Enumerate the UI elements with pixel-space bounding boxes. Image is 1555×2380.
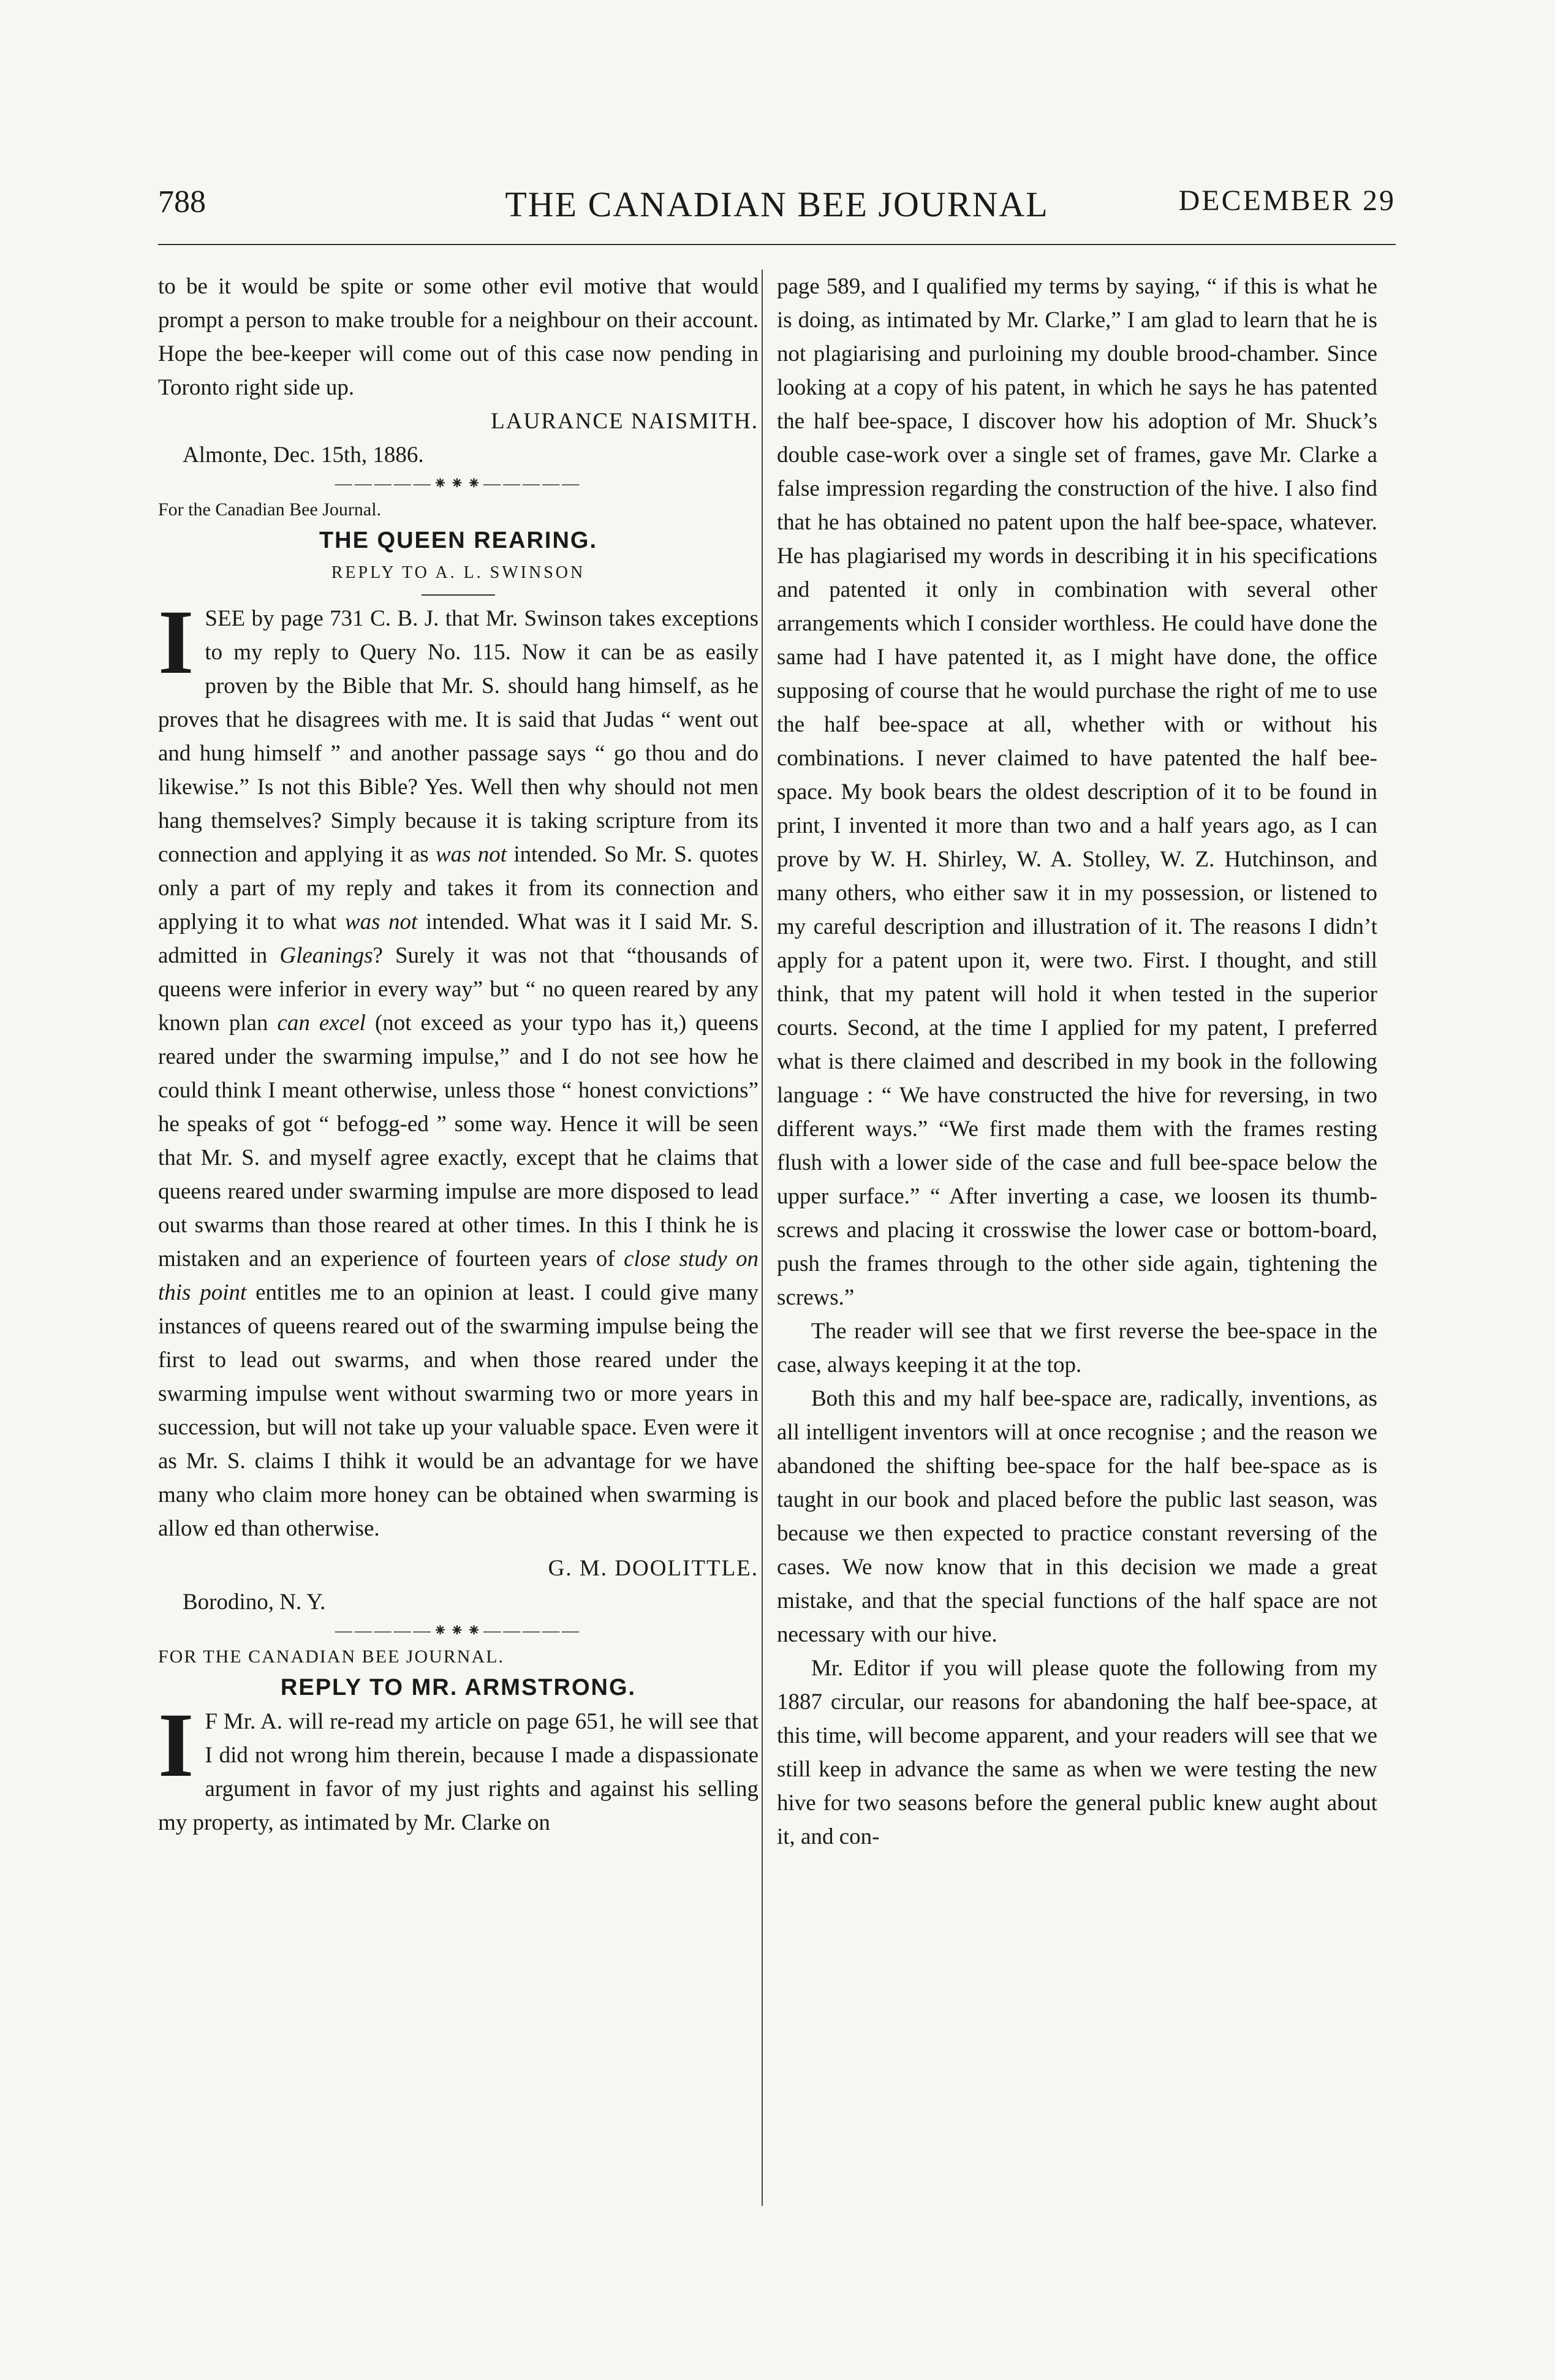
source-line: For the Canadian Bee Journal.	[158, 499, 382, 520]
drop-cap: I	[158, 1694, 194, 1796]
body-paragraph: page 589, and I qualified my terms by saying, “ if this is what he is doing, as intimated by Mr. Clarke,” I am glad to learn that he is not plagiarising and purloining my double brood-chamber. Since looking at a copy of his patent, in which he says he has patented the half bee-space, I discover how his adoption of Mr. Shuck’s double case-work over a single set of frames, gave Mr. Clarke a false impression regarding the construction of the hive. I also find that he has obtained no patent upon the half bee-space, whatever. He has plagiarised my words in describing it in his specifications and patented it only in combination with several other arrangements which I consider worthless. He could have done the same had I have patented it, as I might have done, the office supposing of course that he would purchase the right of me to use the half bee-space at all, whether with or without his combinations. I never claimed to have patented the half bee-space. My book bears the oldest description of it to be found in print, I invented it more than two and a half years ago, as I can prove by W. H. Shirley, W. A. Stolley, W. Z. Hutchinson, and many others, who either saw it in my possession, or listened to my careful description and illustration of it. The reasons I didn’t apply for a patent upon it, were two. First. I thought, and still think, that my patent will hold it when tested in the superior courts. Second, at the time I applied for my patent, I preferred what is there claimed and described in my book in the following language : “ We have constructed the hive for reversing, in two different ways.” “We first made them with the frames resting flush with a lower side of the case and full bee-space below the upper surface.” “ After inverting a case, we loosen its thumb-screws and placing it crosswise the lower case or bottom-board, push the frames through to the other side again, tightening the screws.”	[777, 274, 1377, 1310]
left-column	[158, 270, 759, 1840]
section-ornament: —————⁕⁕⁕—————	[335, 1621, 582, 1640]
subtitle-rule	[422, 594, 495, 596]
body-text: (not exceed as your typo has it,) queens reared under the swarming impulse,” and I do not see how he could think I meant otherwise, unless those “ honest convictions” he speaks of got “ befogg-ed ” some way. Hence it will be seen that Mr. S. and myself agree exactly, except that he claims that queens reared under swarming impulse are more disposed to lead out swarms than those reared at other times. In this I think he is mistaken and an experience of fourteen years of	[158, 1010, 759, 1271]
column-divider	[762, 270, 763, 2206]
article-subtitle: REPLY TO A. L. SWINSON	[331, 563, 586, 582]
body-text: F Mr. A. will re-read my article on page 651, he will see that I did not wrong him therein, because I made a dispassionate argument in favor of my just rights and against his selling my property, as intimated by Mr. Clarke on	[158, 1709, 759, 1835]
body-paragraph: The reader will see that we first reverse the bee-space in the case, always keeping it at the top.	[777, 1319, 1377, 1378]
issue-date: DECEMBER 29	[1178, 184, 1396, 217]
body-text: intended. What was it I said Mr. S. admitted in	[158, 909, 759, 968]
emphasis: was not	[344, 909, 418, 934]
article-title-queen-rearing: THE QUEEN REARING.	[319, 528, 598, 553]
body-paragraph: Both this and my half bee-space are, radically, inventions, as all intelligent inventors will at once recognise ; and the reason we abandoned the shifting bee-space for the half bee-space as is taught in our book and placed before the public last season, was because we then expected to practice constant reversing of the cases. We now know that in this decision we made a great mistake, and that the special functions of the half space are not necessary with our hive.	[777, 1386, 1377, 1647]
body-paragraph: Mr. Editor if you will please quote the following from my 1887 circular, our reasons for abandoning the half bee-space, at this time, will become apparent, and your readers will see that we still keep in advance the same as when we were testing the new hive for two seasons before the general public knew aught about it, and con-	[777, 1656, 1377, 1849]
body-text: SEE by page 731 C. B. J. that Mr. Swinson takes exceptions to my reply to Query No. 115. Now it can be as easily proven by the Bible that Mr. S. should hang himself, as he proves that he disagrees with me. It is said that Judas “ went out and hung himself ” and another passage says “ go thou and do likewise.” Is not this Bible? Yes. Well then why should not men hang themselves? Simply because it is taking scripture from its connection and applying it as	[158, 606, 759, 867]
signature-naismith: LAURANCE NAISMITH.	[491, 409, 759, 434]
body-text: ? Surely it was not that “thousands of queens were inferior in every way” but “ no queen reared by any known plan	[158, 943, 759, 1036]
body-text: intended. So Mr. S. quotes only a part of my reply and takes it from its connection and applying it to what	[158, 842, 759, 934]
running-header	[158, 184, 1396, 239]
dateline-borodino: Borodino, N. Y.	[183, 1590, 326, 1615]
emphasis: was not	[435, 842, 507, 867]
right-column	[777, 270, 1377, 1854]
naismith-paragraph: to be it would be spite or some other evil motive that would prompt a person to make trouble for a neighbour on their account. Hope the bee-keeper will come out of this case now pending in Toronto right side up.	[158, 274, 759, 400]
article-title-armstrong: REPLY TO MR. ARMSTRONG.	[280, 1675, 637, 1700]
section-ornament: —————⁕⁕⁕—————	[335, 474, 582, 493]
page-number: 788	[158, 184, 206, 219]
signature-doolittle: G. M. DOOLITTLE.	[548, 1556, 759, 1581]
emphasis: close study on this point	[158, 1246, 759, 1305]
header-rule	[158, 244, 1396, 245]
queen-rearing-body	[158, 591, 759, 1545]
dateline-almonte: Almonte, Dec. 15th, 1886.	[183, 442, 424, 468]
armstrong-body	[158, 1694, 759, 1840]
source-line: FOR THE CANADIAN BEE JOURNAL.	[158, 1647, 504, 1667]
journal-title: THE CANADIAN BEE JOURNAL	[505, 184, 1049, 224]
emphasis: can excel	[277, 1010, 366, 1036]
body-text: entitles me to an opinion at least. I could give many instances of queens reared out of the swarming impulse being the first to lead out swarms, and when those reared under the swarming impulse went without swarming two or more years in succession, but will not take up your valuable space. Even were it as Mr. S. claims I thihk it would be an advantage for we have many who claim more honey can be obtained when swarming is allow ed than otherwise.	[158, 1280, 759, 1541]
emphasis: Gleanings	[279, 943, 373, 968]
drop-cap: I	[158, 591, 194, 693]
